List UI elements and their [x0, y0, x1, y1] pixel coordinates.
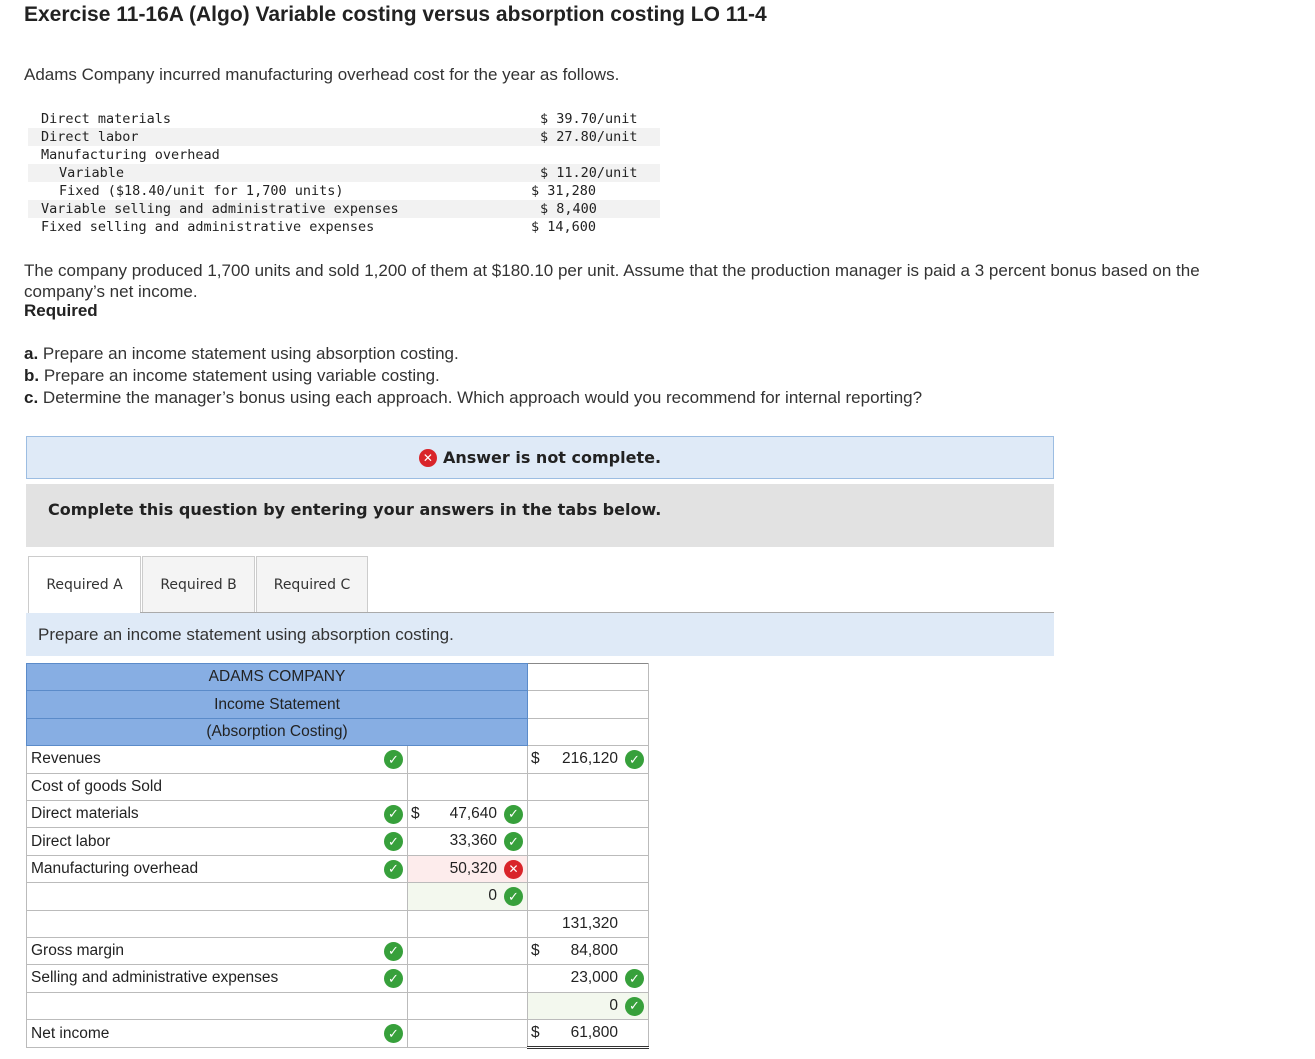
- dollar-sign: $: [531, 750, 540, 768]
- problem-paragraph: The company produced 1,700 units and sold 1,200 of them at $180.10 per unit. Assume that the production manager is paid a 3 percent bonus based on the company’s net income.: [24, 261, 1200, 301]
- check-icon: ✓: [625, 997, 644, 1016]
- check-icon: ✓: [625, 750, 644, 769]
- statement-header-row: [27, 718, 649, 745]
- sa-total-cell[interactable]: [528, 965, 649, 992]
- given-label: Direct labor: [41, 129, 139, 145]
- check-icon: ✓: [384, 832, 403, 851]
- row-label: Direct materials: [31, 805, 139, 823]
- check-icon: ✓: [384, 750, 403, 769]
- given-value: $ 31,280: [531, 183, 597, 199]
- sa-label-cell[interactable]: [27, 965, 408, 992]
- required-heading: Required: [24, 301, 98, 320]
- x-circle-icon: ✕: [419, 449, 437, 467]
- check-icon: ✓: [504, 887, 523, 906]
- row-label: Selling and administrative expenses: [31, 969, 279, 987]
- check-icon: ✓: [384, 942, 403, 961]
- answer-status-banner: [26, 436, 1054, 479]
- tab-prompt: [26, 613, 1054, 656]
- gross-margin-label-cell[interactable]: [27, 937, 408, 964]
- cogs-total: 131,320: [561, 914, 618, 932]
- given-label: Variable selling and administrative expenses: [41, 201, 399, 217]
- requirement-item: [24, 343, 922, 365]
- given-row: [28, 110, 660, 128]
- given-label: Direct materials: [41, 111, 172, 127]
- table-row: [27, 937, 649, 964]
- given-data-table: [28, 110, 660, 236]
- check-icon: ✓: [625, 969, 644, 988]
- moh-label-cell[interactable]: [27, 855, 408, 882]
- given-value: $ 14,600: [531, 219, 597, 235]
- instruction-box: [26, 484, 1054, 547]
- given-label: Manufacturing overhead: [41, 147, 220, 163]
- blank-total: 0: [609, 996, 618, 1014]
- dollar-sign: $: [531, 941, 540, 959]
- income-statement-table: [26, 663, 649, 1049]
- given-value: $ 39.70/unit: [540, 111, 638, 127]
- table-row: [27, 1020, 649, 1048]
- row-label: Cost of goods Sold: [31, 777, 162, 795]
- blank-label-cell[interactable]: [27, 883, 408, 910]
- table-row: [27, 746, 649, 773]
- tab-required-a[interactable]: Required A: [28, 556, 141, 613]
- blank-amount: 0: [488, 887, 497, 905]
- net-income-cell[interactable]: [528, 1020, 649, 1048]
- table-row: [27, 800, 649, 827]
- table-row: [27, 773, 649, 800]
- dl-amount-cell[interactable]: [408, 828, 528, 855]
- blank-total-cell[interactable]: [528, 992, 649, 1019]
- cogs-label-cell: [27, 773, 408, 800]
- table-row: [27, 855, 649, 882]
- amount-cell[interactable]: [408, 746, 528, 773]
- given-row: [28, 146, 660, 164]
- dollar-sign: $: [411, 804, 420, 822]
- statement-header-row: [27, 691, 649, 718]
- statement-header-row: [27, 664, 649, 691]
- revenues-label-cell[interactable]: [27, 746, 408, 773]
- dm-label-cell[interactable]: [27, 800, 408, 827]
- sa-total: 23,000: [570, 969, 618, 987]
- given-value: $ 8,400: [540, 201, 597, 217]
- given-row: [28, 182, 660, 200]
- dm-amount: 47,640: [449, 804, 497, 822]
- revenues-total-cell[interactable]: [528, 746, 649, 773]
- check-icon: ✓: [384, 805, 403, 824]
- table-row: [27, 992, 649, 1019]
- blank-label-cell[interactable]: [27, 992, 408, 1019]
- x-mark-icon: ✕: [504, 860, 523, 879]
- given-label: Variable: [59, 165, 125, 181]
- check-icon: ✓: [384, 969, 403, 988]
- requirement-text: Prepare an income statement using variable costing.: [43, 366, 440, 385]
- given-row: [28, 218, 660, 236]
- tab-required-c[interactable]: Required C: [256, 556, 368, 612]
- statement-title: Income Statement: [27, 691, 528, 718]
- row-label: Revenues: [31, 750, 101, 768]
- dl-label-cell[interactable]: [27, 828, 408, 855]
- moh-amount-cell[interactable]: [408, 855, 528, 882]
- given-label: Fixed ($18.40/unit for 1,700 units): [59, 183, 344, 199]
- check-icon: ✓: [384, 860, 403, 879]
- intro-text: Adams Company incurred manufacturing overhead cost for the year as follows.: [24, 65, 620, 84]
- row-label: Manufacturing overhead: [31, 859, 199, 877]
- requirement-item: [24, 387, 922, 409]
- given-row: [28, 164, 660, 182]
- check-icon: ✓: [384, 1024, 403, 1043]
- given-row: [28, 128, 660, 146]
- table-row: [27, 910, 649, 937]
- check-icon: ✓: [504, 832, 523, 851]
- requirement-letter: a.: [24, 344, 39, 363]
- requirement-letter: c.: [24, 388, 39, 407]
- requirements-list: [24, 343, 922, 409]
- statement-method: (Absorption Costing): [27, 718, 528, 745]
- dollar-sign: $: [531, 1024, 540, 1042]
- row-label: Gross margin: [31, 942, 125, 960]
- row-label: Direct labor: [31, 832, 111, 850]
- row-label: Net income: [31, 1024, 110, 1042]
- tab-prompt-text: Prepare an income statement using absorption costing.: [38, 625, 454, 644]
- requirement-text: Determine the manager’s bonus using each approach. Which approach would you recommend for internal reporting?: [42, 388, 923, 407]
- table-row: [27, 965, 649, 992]
- blank-amount-cell[interactable]: [408, 883, 528, 910]
- tab-required-b[interactable]: Required B: [142, 556, 255, 612]
- table-row: [27, 828, 649, 855]
- page-title: Exercise 11-16A (Algo) Variable costing versus absorption costing LO 11-4: [24, 3, 767, 26]
- requirement-item: [24, 365, 922, 387]
- gross-margin-total: 84,800: [570, 941, 618, 959]
- instruction-text: Complete this question by entering your answers in the tabs below.: [48, 500, 662, 519]
- moh-amount: 50,320: [449, 859, 497, 877]
- net-income-label-cell[interactable]: [27, 1020, 408, 1048]
- given-row: [28, 200, 660, 218]
- cogs-total-label-cell[interactable]: [27, 910, 408, 937]
- requirement-text: Prepare an income statement using absorption costing.: [42, 344, 459, 363]
- cogs-total-cell[interactable]: [528, 910, 649, 937]
- given-value: $ 27.80/unit: [540, 129, 638, 145]
- given-value: $ 11.20/unit: [540, 165, 638, 181]
- dm-amount-cell[interactable]: [408, 800, 528, 827]
- dl-amount: 33,360: [449, 832, 497, 850]
- given-label: Fixed selling and administrative expenses: [41, 219, 375, 235]
- check-icon: ✓: [504, 805, 523, 824]
- revenues-total: 216,120: [561, 750, 618, 768]
- company-name: ADAMS COMPANY: [27, 664, 528, 691]
- requirement-letter: b.: [24, 366, 40, 385]
- gross-margin-cell[interactable]: [528, 937, 649, 964]
- net-income-total: 61,800: [570, 1024, 618, 1042]
- banner-text: Answer is not complete.: [442, 448, 662, 467]
- table-row: [27, 883, 649, 910]
